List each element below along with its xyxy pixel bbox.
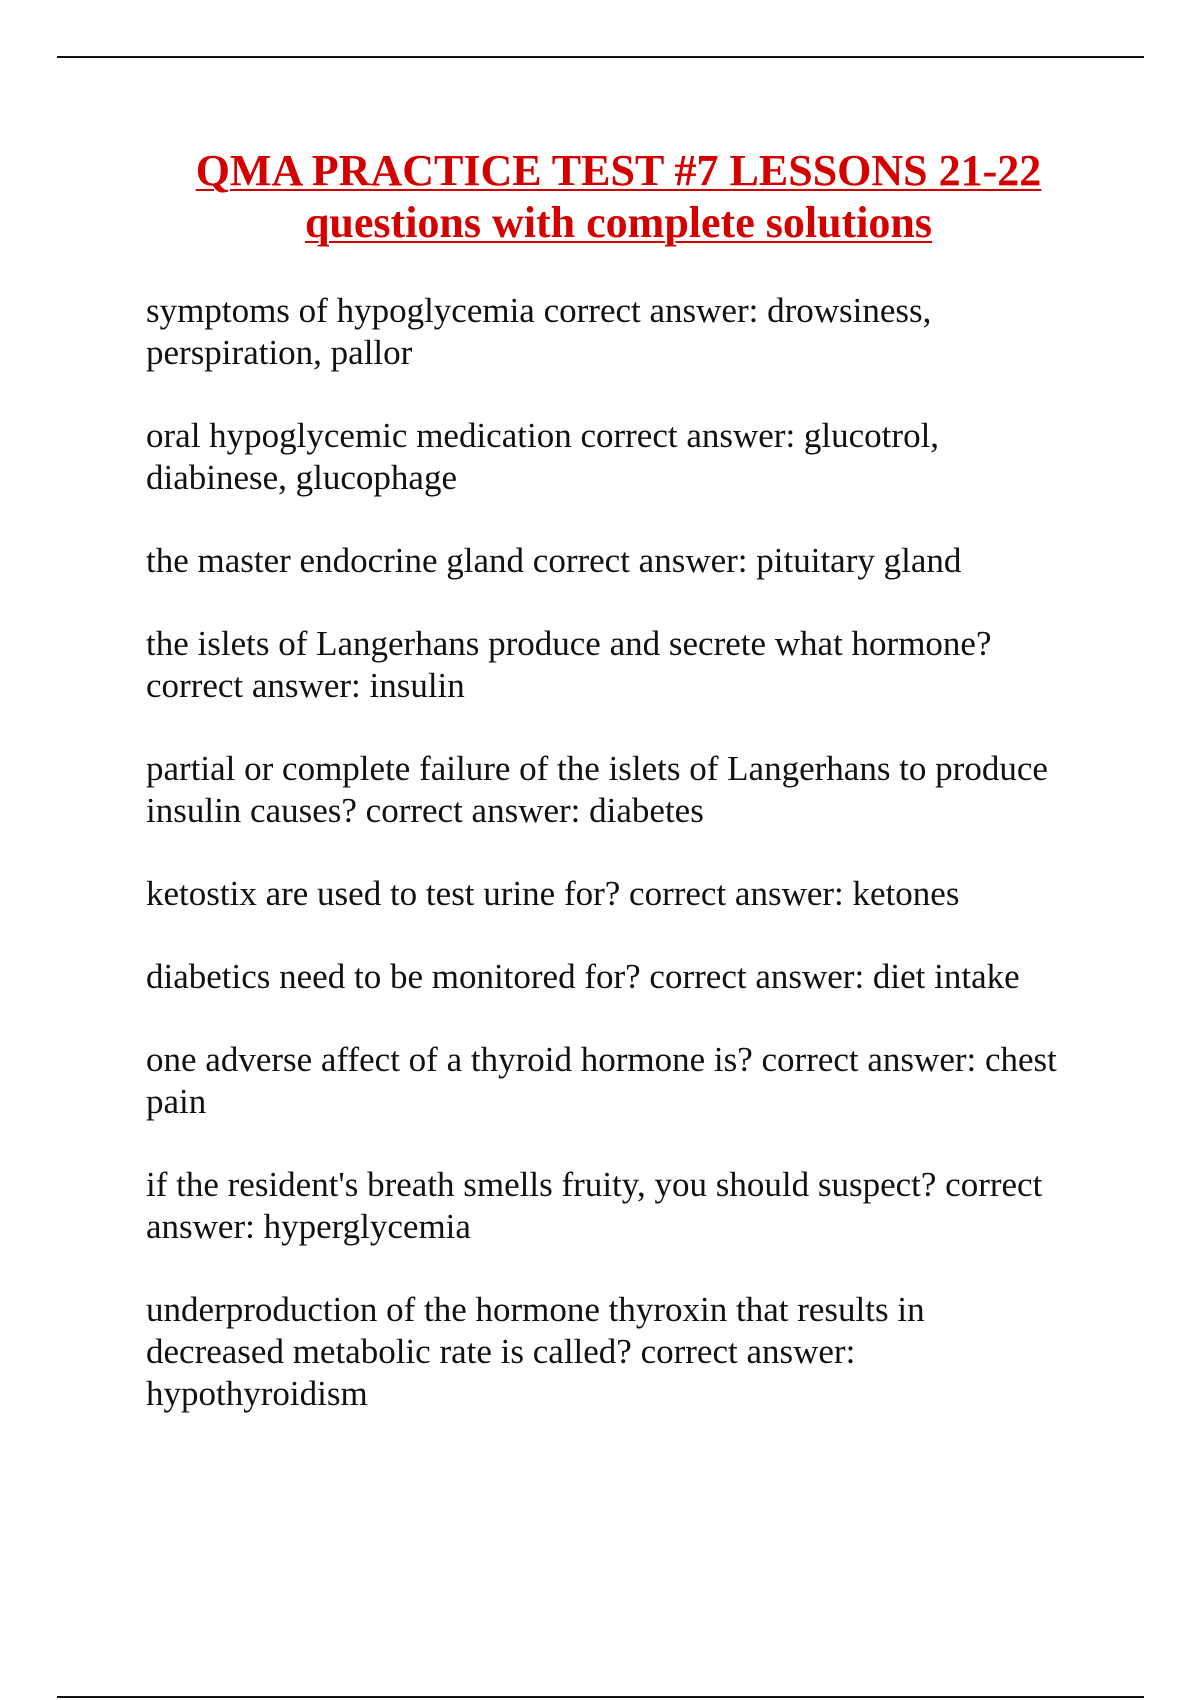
qa-item: partial or complete failure of the islets of Langerhans to produce insulin causes? correct answer: diabetes (146, 749, 1048, 830)
qa-item: symptoms of hypoglycemia correct answer: drowsiness, perspiration, pallor (146, 291, 932, 372)
qa-item: one adverse affect of a thyroid hormone is? correct answer: chest pain (146, 1040, 1057, 1121)
qa-list (146, 290, 1106, 1456)
document-title (0, 145, 1200, 249)
qa-item: diabetics need to be monitored for? correct answer: diet intake (146, 957, 1020, 996)
qa-item: if the resident's breath smells fruity, you should suspect? correct answer: hyperglycemia (146, 1165, 1043, 1246)
qa-item: oral hypoglycemic medication correct answer: glucotrol, diabinese, glucophage (146, 416, 940, 497)
bottom-rule (57, 1696, 1144, 1698)
top-rule (57, 56, 1144, 58)
qa-item: the islets of Langerhans produce and secrete what hormone? correct answer: insulin (146, 624, 992, 705)
qa-item: underproduction of the hormone thyroxin that results in decreased metabolic rate is called? correct answer: hypothyroidism (146, 1290, 925, 1413)
qa-item: ketostix are used to test urine for? correct answer: ketones (146, 874, 960, 913)
qa-item: the master endocrine gland correct answer: pituitary gland (146, 541, 962, 580)
title-line-2: questions with complete solutions (304, 198, 933, 247)
title-line-1: QMA PRACTICE TEST #7 LESSONS 21-22 (195, 146, 1042, 195)
